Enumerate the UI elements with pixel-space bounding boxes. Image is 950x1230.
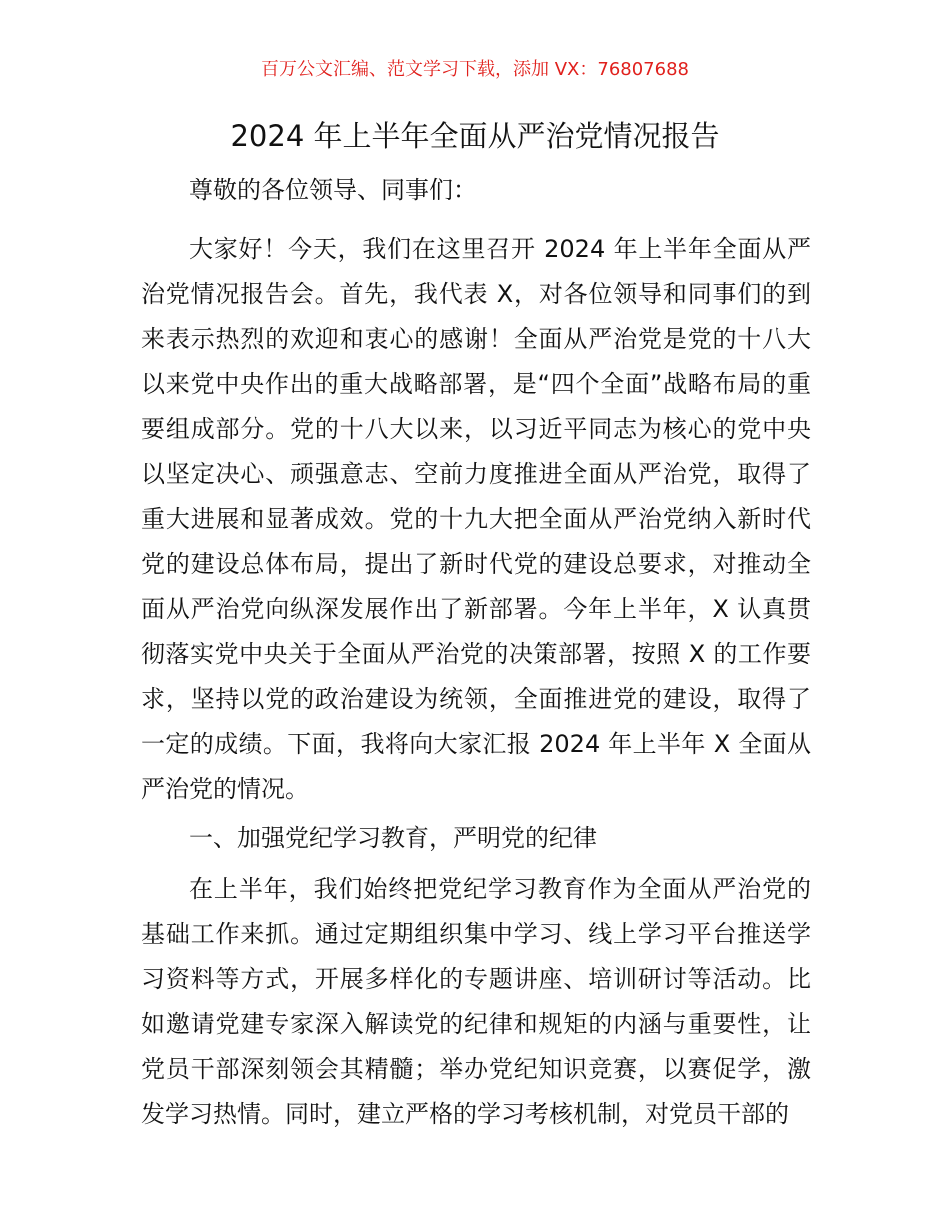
section-heading-1: 一、加强党纪学习教育，严明党的纪律	[189, 824, 597, 852]
document-body	[141, 168, 811, 1141]
paragraph-section-1: 在上半年，我们始终把党纪学习教育作为全面从严治党的基础工作来抓。通过定期组织集中学习、线上学习平台推送学习资料等方式，开展多样化的专题讲座、培训研讨等活动。比如邀请党建专家深入解读党的纪律和规矩的内涵与重要性，让党员干部深刻领会其精髓；举办党纪知识竞赛，以赛促学，激发学习热情。同时，建立严格的学习考核机制，对党员干部的	[141, 875, 811, 1128]
document-title: 2024 年上半年全面从严治党情况报告	[230, 119, 720, 153]
paragraph-intro: 大家好！今天，我们在这里召开 2024 年上半年全面从严治党情况报告会。首先，我代表 X，对各位领导和同事们的到来表示热烈的欢迎和衷心的感谢！全面从严治党是党的十八大以来党中央作出的重大战略部署，是“四个全面”战略布局的重要组成部分。党的十八大以来，以习近平同志为核心的党中央以坚定决心、顽强意志、空前力度推进全面从严治党，取得了重大进展和显著成效。党的十九大把全面从严治党纳入新时代党的建设总体布局，提出了新时代党的建设总要求，对推动全面从严治党向纵深发展作出了新部署。今年上半年，X 认真贯彻落实党中央关于全面从严治党的决策部署，按照 X 的工作要求，坚持以党的政治建设为统领，全面推进党的建设，取得了一定的成绩。下面，我将向大家汇报 2024 年上半年 X 全面从严治党的情况。	[141, 235, 811, 803]
header-banner: 百万公文汇编、范文学习下载，添加 VX：76807688	[261, 59, 689, 80]
salutation: 尊敬的各位领导、同事们：	[189, 176, 477, 204]
